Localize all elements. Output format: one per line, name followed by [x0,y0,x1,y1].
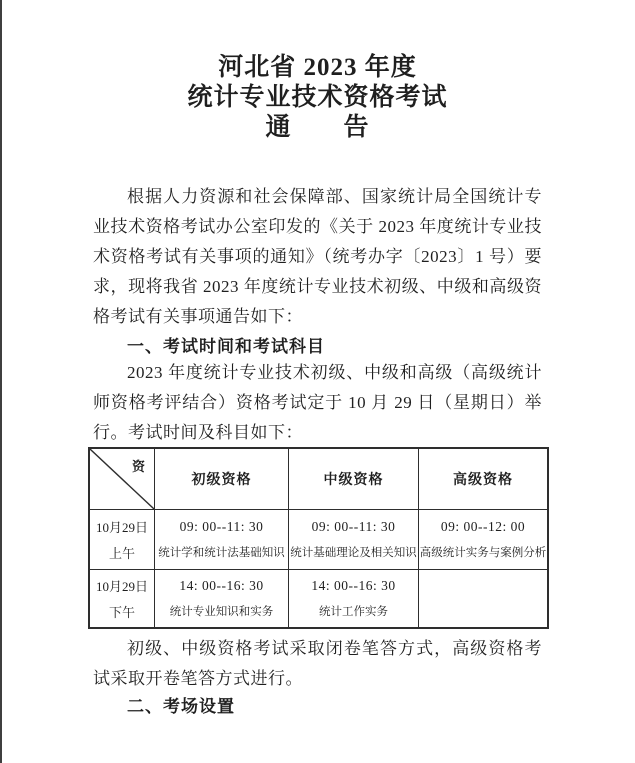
row2-date: 10月29日 [95,579,148,595]
row1-senior-time: 09: 00--12: 00 [440,519,526,534]
row2-senior-cell-empty [419,570,547,627]
section2-heading: 二、考场设置 [127,697,235,716]
after-table-paragraph: 初级、中级资格考试采取闭卷笔答方式，高级资格考试采取开卷笔答方式进行。 [93,639,542,688]
row2-date-cell [90,570,155,627]
row1-senior-cell [419,510,547,570]
table-corner-cell [90,449,155,510]
title-line-3: 通 告 [265,114,370,141]
document-title [0,53,635,143]
title-line-1: 河北省 2023 年度 [218,54,417,81]
column-header-senior: 高级资格 [419,449,547,510]
intro-paragraph: 根据人力资源和社会保障部、国家统计局全国统计专业技术资格考试办公室印发的《关于 2023 年度统计专业技术资格考试有关事项的通知》（统考办字〔2023〕1 号）要求，现将我省 2023 年度统计专业技术初级、中级和高级资格考试有关事项通告如下： [93,187,542,326]
row1-intermediate-cell [289,510,419,570]
row2-intermediate-subject: 统计工作实务 [319,605,388,618]
row1-period: 上午 [108,546,135,561]
row1-date: 10月29日 [95,520,148,535]
corner-label: 资 [131,459,145,474]
row2-intermediate-time: 14: 00--16: 30 [311,578,396,594]
row2-period: 下午 [108,604,135,620]
row1-intermediate-subject: 统计基础理论及相关知识 [290,547,417,559]
row2-intermediate-cell [289,570,419,627]
section1-heading: 一、考试时间和考试科目 [127,337,325,356]
row1-junior-cell [155,510,289,570]
column-header-intermediate: 中级资格 [289,449,419,510]
row2-junior-subject: 统计专业知识和实务 [169,605,274,618]
row2-junior-time: 14: 00--16: 30 [179,578,264,594]
row1-date-cell [90,510,155,570]
row2-junior-cell [155,570,289,627]
column-header-junior: 初级资格 [155,449,289,510]
row1-intermediate-time: 09: 00--11: 30 [311,519,396,534]
row1-junior-subject: 统计学和统计法基础知识 [158,547,285,559]
section1-paragraph: 2023 年度统计专业技术初级、中级和高级（高级统计师资格考评结合）资格考试定于 10 月 29 日（星期日）举行。考试时间及科目如下： [93,363,542,442]
title-line-2: 统计专业技术资格考试 [187,84,448,111]
exam-schedule-table [88,447,549,629]
row1-junior-time: 09: 00--11: 30 [179,519,264,534]
row1-senior-subject: 高级统计实务与案例分析 [419,547,547,559]
